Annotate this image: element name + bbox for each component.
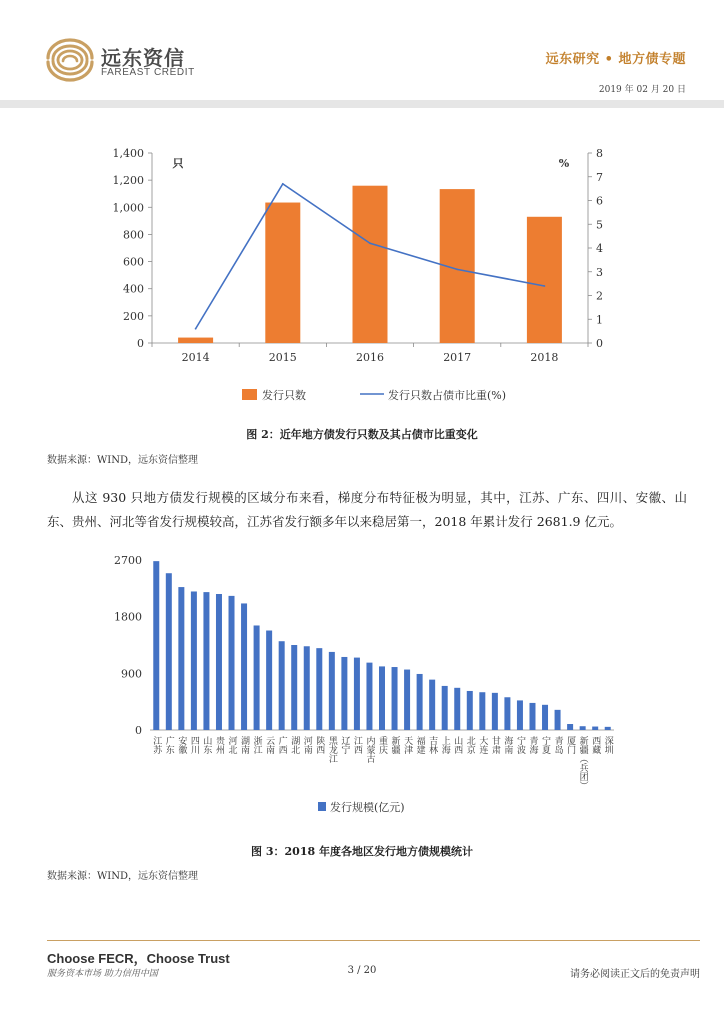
header-divider-band	[0, 100, 724, 108]
bar-region-issuance	[454, 688, 460, 730]
line-point-market-share	[195, 328, 197, 330]
region-category-label: 福建	[414, 736, 425, 754]
bar-region-issuance	[178, 587, 184, 730]
line-point-market-share	[544, 285, 546, 287]
bar-region-issuance	[504, 697, 510, 730]
x-category-label: 2018	[530, 351, 559, 364]
region-category-label: 广东	[163, 736, 174, 754]
bar-region-issuance	[191, 591, 197, 730]
regional-issuance-chart	[0, 545, 724, 820]
footer-tagline: 服务资本市场 助力信用中国	[47, 969, 158, 979]
footer-slogan: Choose FECR，Choose Trust	[47, 951, 230, 966]
x-category-label: 2014	[181, 351, 210, 364]
logo-wordmark-cn: 远东资信	[101, 46, 185, 70]
bar-region-issuance	[266, 631, 272, 730]
bar-region-issuance	[479, 692, 485, 730]
right-tick-label: 1	[596, 313, 603, 327]
right-tick-label: 6	[596, 194, 603, 208]
bar-issuance-count	[178, 338, 213, 343]
bar-region-issuance	[366, 663, 372, 730]
region-category-label: 北京	[464, 736, 475, 754]
right-tick-label: 3	[596, 265, 603, 279]
x-category-label: 2017	[443, 351, 472, 364]
region-category-label: 云南	[264, 736, 275, 754]
figure-2-source: 数据来源：WIND，远东资信整理	[47, 455, 198, 466]
left-tick-label: 600	[123, 255, 144, 269]
region-category-label: 重庆	[377, 736, 387, 754]
left-tick-label: 400	[123, 282, 144, 296]
region-category-label: 贵州	[213, 736, 224, 754]
right-tick-label: 8	[596, 147, 603, 160]
legend-label-issuance-count: 发行只数	[262, 389, 306, 402]
region-category-label: 天津	[402, 736, 413, 754]
y-tick-label: 1800	[114, 610, 142, 624]
x-category-label: 2015	[268, 351, 297, 364]
region-category-label: 河北	[226, 736, 237, 754]
fecr-swirl-logo-icon	[42, 38, 98, 82]
body-paragraph: 从这 930 只地方债发行规模的区域分布来看，梯度分布特征极为明显，其中，江苏、广东、四川、安徽、山东、贵州、河北等省发行规模较高，江苏省发行额多年以来稳居第一，2018 年累计发行 2681.9 亿元。	[47, 490, 687, 529]
region-category-label: 四川	[188, 736, 199, 754]
right-tick-label: 5	[596, 218, 603, 232]
bar-region-issuance	[229, 596, 235, 730]
bar-region-issuance	[216, 594, 222, 730]
bar-region-issuance	[567, 724, 573, 730]
left-tick-label: 1,400	[112, 147, 144, 160]
right-tick-label: 0	[596, 337, 603, 350]
figure-2-caption: 图 2：近年地方债发行只数及其占债市比重变化	[246, 428, 478, 441]
left-axis-unit-label: 只	[172, 157, 184, 170]
region-category-label: 深圳	[602, 736, 613, 754]
region-category-label: 海南	[502, 736, 513, 754]
right-axis-unit-label: %	[558, 157, 570, 170]
footer-divider	[47, 940, 700, 941]
y-tick-label: 0	[135, 724, 142, 737]
page-number: 3 / 20	[347, 965, 377, 976]
left-tick-label: 0	[137, 337, 144, 350]
left-tick-label: 1,000	[112, 201, 144, 215]
issuance-count-chart	[0, 140, 724, 405]
bar-issuance-count	[527, 217, 562, 343]
right-tick-label: 7	[596, 170, 603, 184]
region-category-label: 新疆（兵团）	[577, 736, 588, 790]
bar-region-issuance	[529, 703, 535, 730]
legend-label-market-share: 发行只数占债市比重(%)	[388, 389, 507, 402]
bar-region-issuance	[580, 726, 586, 730]
bar-issuance-count	[353, 186, 388, 343]
left-tick-label: 1,200	[112, 174, 144, 188]
region-category-label: 甘肃	[489, 736, 500, 754]
bar-issuance-count	[265, 203, 300, 343]
region-category-label: 江苏	[151, 736, 162, 754]
bar-region-issuance	[605, 727, 611, 730]
bar-region-issuance	[379, 666, 385, 730]
region-category-label: 宁波	[514, 736, 525, 754]
bar-region-issuance	[304, 646, 310, 730]
region-category-label: 西藏	[590, 736, 601, 754]
region-category-label: 湖南	[239, 736, 250, 754]
bar-region-issuance	[241, 603, 247, 730]
section-title: 远东研究 • 地方债专题	[545, 52, 686, 67]
bar-region-issuance	[341, 657, 347, 730]
region-category-label: 黑龙江	[326, 736, 337, 763]
region-category-label: 江西	[351, 736, 362, 754]
figure-3-source: 数据来源：WIND，远东资信整理	[47, 871, 198, 882]
line-point-market-share	[456, 268, 458, 270]
bar-region-issuance	[542, 705, 548, 730]
bar-region-issuance	[517, 700, 523, 730]
bar-region-issuance	[555, 710, 561, 730]
bar-region-issuance	[417, 674, 423, 730]
right-tick-label: 2	[596, 289, 603, 303]
bar-region-issuance	[153, 561, 159, 730]
report-date: 2019 年 02 月 20 日	[598, 85, 686, 95]
bar-region-issuance	[166, 573, 172, 730]
bar-region-issuance	[404, 670, 410, 730]
region-category-label: 厦门	[565, 736, 576, 754]
bar-region-issuance	[203, 592, 209, 730]
y-tick-label: 900	[121, 667, 142, 681]
legend-label-issuance-scale: 发行规模(亿元)	[330, 801, 405, 814]
region-category-label: 上海	[439, 736, 450, 754]
legend-swatch-issuance-count	[242, 389, 257, 400]
region-category-label: 湖北	[289, 736, 300, 754]
region-category-label: 安徽	[176, 736, 187, 754]
bar-region-issuance	[291, 645, 297, 730]
bar-region-issuance	[429, 680, 435, 730]
line-point-market-share	[369, 242, 371, 244]
region-category-label: 浙江	[251, 736, 262, 754]
bar-region-issuance	[592, 727, 598, 730]
region-category-label: 青海	[527, 736, 538, 754]
region-category-label: 山东	[201, 736, 212, 754]
region-category-label: 内蒙古	[364, 736, 375, 763]
bar-region-issuance	[279, 641, 285, 730]
y-tick-label: 2700	[114, 554, 142, 567]
region-category-label: 吉林	[427, 736, 438, 754]
region-category-label: 辽宁	[339, 736, 350, 754]
region-category-label: 广西	[276, 736, 287, 754]
bar-region-issuance	[467, 691, 473, 730]
region-category-label: 山西	[452, 736, 463, 754]
left-tick-label: 200	[123, 309, 144, 323]
figure-3-caption: 图 3：2018 年度各地区发行地方债规模统计	[251, 845, 473, 858]
region-category-label: 新疆	[389, 736, 400, 754]
logo-wordmark-en: FAREAST CREDIT	[101, 67, 195, 78]
region-category-label: 青岛	[552, 736, 563, 754]
region-category-label: 陕西	[314, 736, 325, 754]
bar-region-issuance	[392, 667, 398, 730]
region-category-label: 大连	[477, 736, 488, 754]
bar-region-issuance	[254, 625, 260, 730]
bar-region-issuance	[316, 648, 322, 730]
footer-disclaimer: 请务必阅读正文后的免责声明	[570, 969, 700, 980]
region-category-label: 河南	[301, 736, 312, 754]
legend-swatch-issuance-scale	[318, 802, 326, 811]
region-category-label: 宁夏	[540, 736, 551, 754]
x-category-label: 2016	[356, 351, 384, 364]
bar-region-issuance	[442, 686, 448, 730]
bar-region-issuance	[492, 693, 498, 730]
left-tick-label: 800	[123, 228, 144, 242]
bar-region-issuance	[329, 652, 335, 730]
line-point-market-share	[282, 183, 284, 185]
right-tick-label: 4	[596, 242, 603, 255]
bar-region-issuance	[354, 658, 360, 730]
